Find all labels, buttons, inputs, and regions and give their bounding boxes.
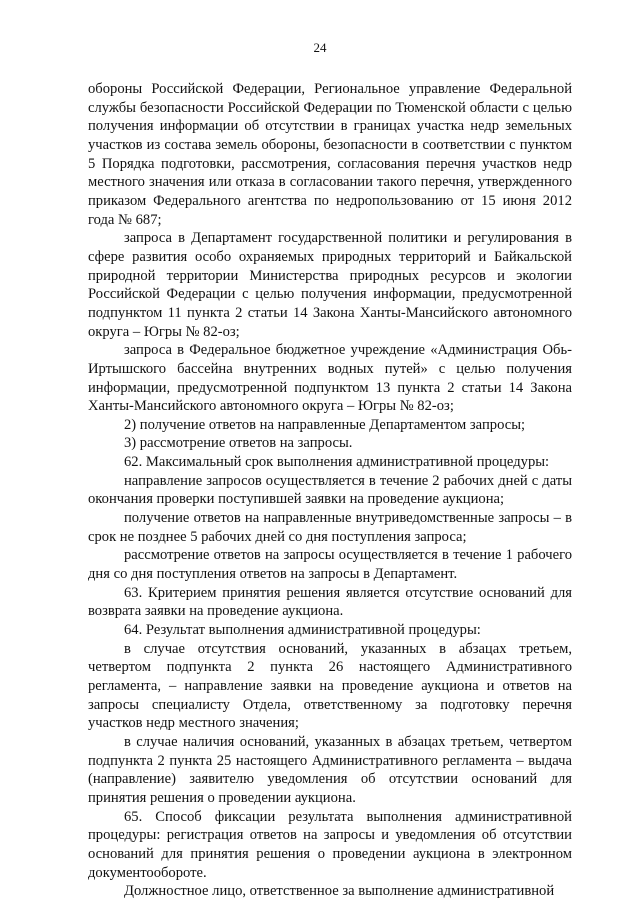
paragraph: в случае отсутствия оснований, указанных в абзацах третьем, четвертом подпункта 2 пункта 26 настоящего Административного регламента, – направление заявки на проведение аукциона и ответов на запросы специалисту Отдела, ответственному за подготовку перечня участков недр местного значения; xyxy=(88,640,572,732)
paragraph: 2) получение ответов на направленные Департаментом запросы; xyxy=(124,416,526,433)
paragraph: 64. Результат выполнения административной процедуры: xyxy=(124,622,481,639)
paragraph: в случае наличия оснований, указанных в абзацах третьем, четвертом подпункта 2 пункта 25 настоящего Административного регламента – выдача (направление) заявителю уведомления об отсутствии оснований для принятия решения о проведении аукциона. xyxy=(88,733,572,806)
page-number: 24 xyxy=(313,40,327,55)
paragraph: направление запросов осуществляется в течение 2 рабочих дней с даты окончания проверки поступившей заявки на проведение аукциона; xyxy=(88,472,572,508)
paragraph: получение ответов на направленные внутриведомственные запросы – в срок не позднее 5 рабочих дней со дня поступления запроса; xyxy=(88,510,572,545)
paragraph: рассмотрение ответов на запросы осуществляется в течение 1 рабочего дня со дня поступления ответов на запросы в Департамент. xyxy=(88,547,572,583)
paragraph: обороны Российской Федерации, Региональное управление Федеральной службы безопасности Российской Федерации по Тюменской области с целью получения информации об отсутствии в границах участка недр земельных участков из состава земель обороны, безопасности в соответствии с пунктом 5 Порядка подготовки, рассмотрения, согласования перечня участков недр местного значения или отказа в согласовании такого перечня, утвержденного приказом Федерального агентства по недропользованию от 15 июня 2012 года № 687; xyxy=(88,81,572,228)
paragraph: запроса в Департамент государственной политики и регулирования в сфере развития особо охраняемых природных территорий и Байкальской природной территории Министерства природных ресурсов и экологии Российской Федерации с целью получения информации, предусмотренной подпунктом 11 пункта 2 статьи 14 Закона Ханты-Мансийского автономного округа – Югры № 82-оз; xyxy=(88,230,572,340)
document-body xyxy=(88,80,572,901)
paragraph: 62. Максимальный срок выполнения административной процедуры: xyxy=(124,454,550,471)
paragraph: 65. Способ фиксации результата выполнения административной процедуры: регистрация ответов на запросы и уведомления об отсутствии оснований для принятия решения о проведении аукциона в электронном документообороте. xyxy=(88,808,572,881)
paragraph: запроса в Федеральное бюджетное учреждение «Администрация Обь-Иртышского бассейна внутренних водных путей» с целью получения информации, предусмотренной подпунктом 13 пункта 2 статьи 14 Закона Ханты-Мансийского автономного округа – Югры № 82-оз; xyxy=(88,342,572,415)
paragraph: 63. Критерием принятия решения является отсутствие оснований для возврата заявки на проведение аукциона. xyxy=(88,584,572,620)
paragraph: Должностное лицо, ответственное за выполнение административной xyxy=(124,883,555,900)
paragraph: 3) рассмотрение ответов на запросы. xyxy=(124,435,353,452)
